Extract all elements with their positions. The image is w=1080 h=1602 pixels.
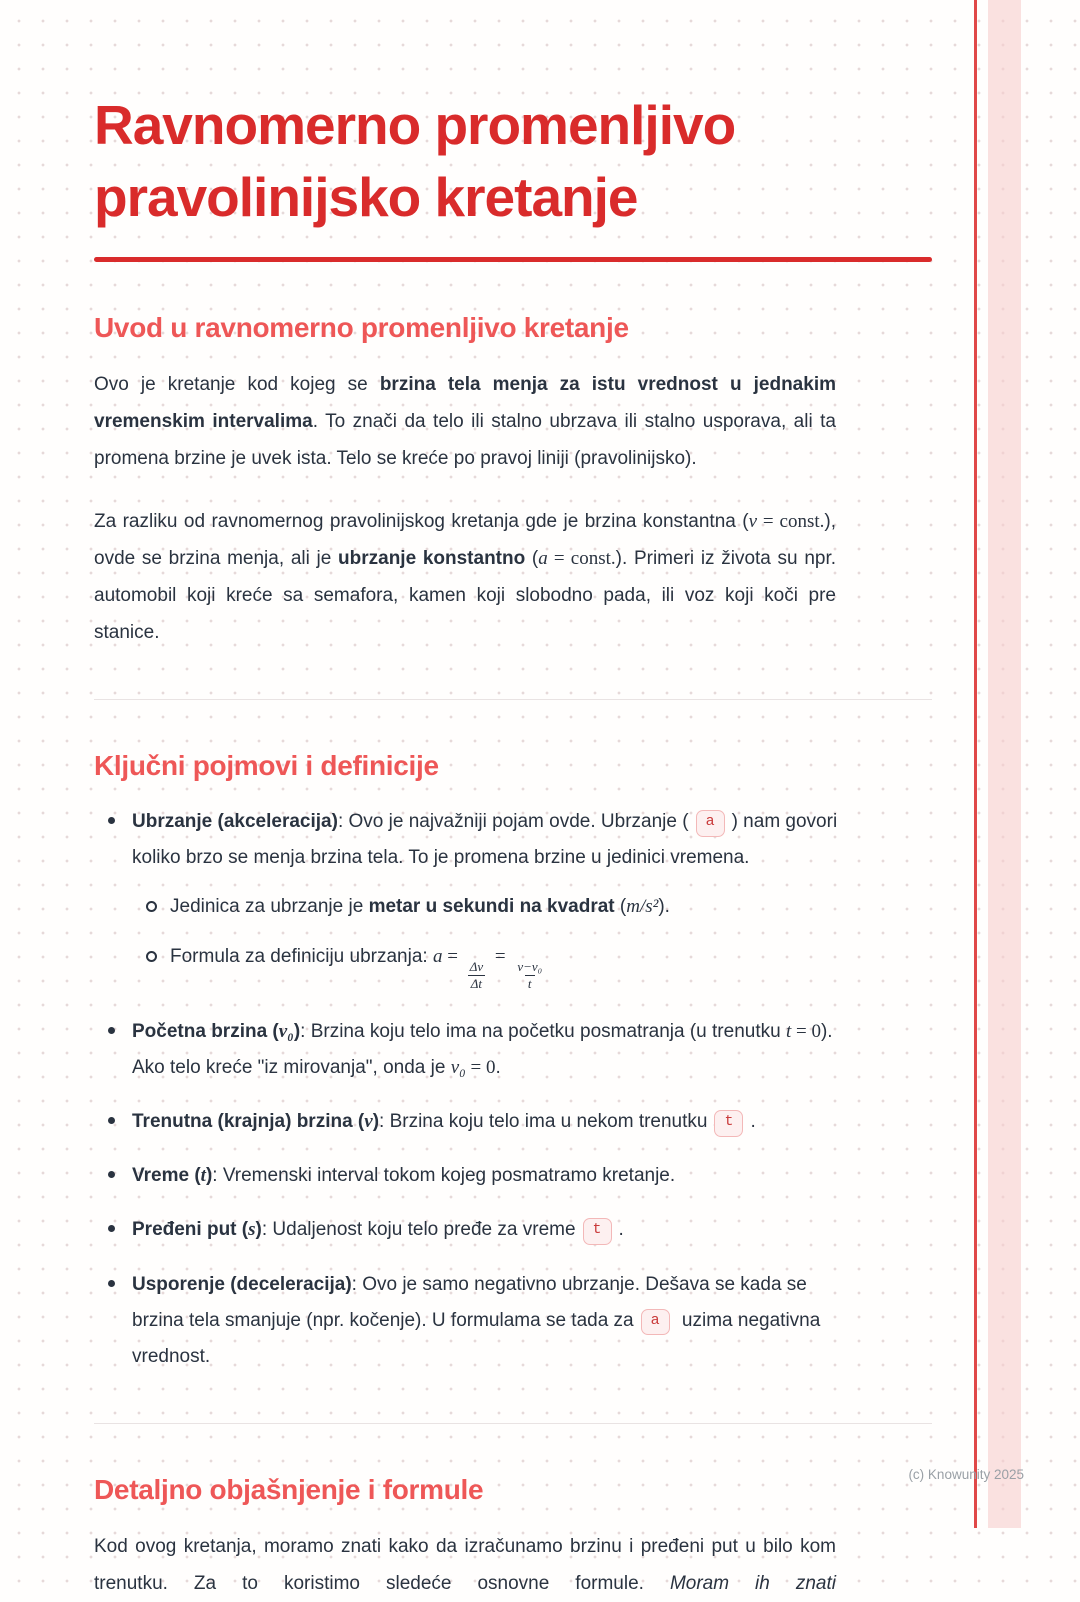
copyright-note: (c) Knowunity 2025 — [908, 1467, 1024, 1482]
sub-list-item-text: Jedinica za ubrzanje je metar u sekundi na kvadrat (m/s²). — [170, 895, 670, 917]
section-concepts — [94, 750, 932, 1375]
bullet-icon — [108, 1280, 115, 1287]
list-item — [106, 1014, 848, 1086]
section-divider — [94, 699, 932, 700]
section-intro — [94, 312, 932, 651]
list-item — [106, 1158, 848, 1194]
list-item-text: Pređeni put (s): Udaljenost koju telo pređe za vreme t . — [132, 1212, 848, 1248]
circle-bullet-icon — [146, 901, 157, 912]
list-item-text: Trenutna (krajnja) brzina (v): Brzina koju telo ima u nekom trenutku t . — [132, 1104, 848, 1140]
list-item — [106, 804, 848, 992]
sub-list-item-text: Formula za definiciju ubrzanja: a = $\frac{\Delta v}{\Delta t}$ = $\frac{\text{v−v₀}}{t}$ — [170, 945, 543, 991]
concepts-sublist — [132, 889, 848, 993]
list-item-text: Početna brzina (v₀): Brzina koju telo ima na početku posmatranja (u trenutku t = 0). Ako telo kreće "iz mirovanja", onda je v₀ = 0. — [132, 1021, 833, 1079]
pink-bookmark-band — [988, 0, 1021, 1528]
list-item — [106, 1212, 848, 1248]
section-heading-intro: Uvod u ravnomerno promenljivo kretanje — [94, 312, 629, 343]
section-details — [94, 1474, 932, 1602]
bullet-icon — [108, 1171, 115, 1178]
title-underline — [94, 257, 932, 262]
list-item-text: Vreme (t): Vremenski interval tokom kojeg posmatramo kretanje. — [132, 1165, 676, 1187]
intro-paragraph-2: Za razliku od ravnomernog pravolinijskog kretanja gde je brzina konstantna (v = const.), ovde se brzina menja, ali je ubrzanje konstantno (a = const.). Primeri iz života su npr. automobil koji kreće sa semafora, kamen koji slobodno pada, ili voz koji koči pre stanice. — [94, 511, 837, 644]
list-item-text: Ubrzanje (akceleracija): Ovo je najvažniji pojam ovde. Ubrzanje ( a ) nam govori koliko brzo se menja brzina tela. To je promena brzine u jedinici vremena. — [132, 811, 838, 869]
bullet-icon — [108, 1027, 115, 1034]
bullet-icon — [108, 817, 115, 824]
section-divider — [94, 1423, 932, 1424]
circle-bullet-icon — [146, 951, 157, 962]
section-heading-details: Detaljno objašnjenje i formule — [94, 1473, 484, 1505]
concepts-list — [94, 804, 848, 1375]
intro-paragraph-1: Ovo je kretanje kod kojeg se brzina tela menja za istu vrednost u jednakim vremenskim intervalima. To znači da telo ili stalno ubrzava ili stalno usporava, ali ta promena brzine je uvek ista. Telo se kreće po pravoj liniji (pravolinijsko). — [94, 374, 836, 470]
sub-list-item — [144, 889, 848, 925]
red-margin-line — [974, 0, 977, 1528]
document-content — [94, 0, 932, 1602]
page-title: Ravnomerno promenljivo pravolinijsko kretanje — [94, 94, 736, 228]
list-item-text: Usporenje (deceleracija): Ovo je samo negativno ubrzanje. Dešava se kada se brzina tela smanjuje (npr. kočenje). U formulama se tada za a uzima negativna vrednost. — [132, 1273, 821, 1367]
bullet-icon — [108, 1117, 115, 1124]
list-item — [106, 1104, 848, 1140]
sub-list-item — [144, 939, 848, 993]
bullet-icon — [108, 1225, 115, 1232]
section-heading-concepts: Ključni pojmovi i definicije — [94, 750, 439, 782]
details-paragraph-1: Kod ovog kretanja, moramo znati kako da izračunamo brzinu i pređeni put u bilo kom trenutku. Za to koristimo sledeće osnovne formule. Moram ih znati — [94, 1535, 836, 1594]
list-item — [106, 1267, 848, 1375]
